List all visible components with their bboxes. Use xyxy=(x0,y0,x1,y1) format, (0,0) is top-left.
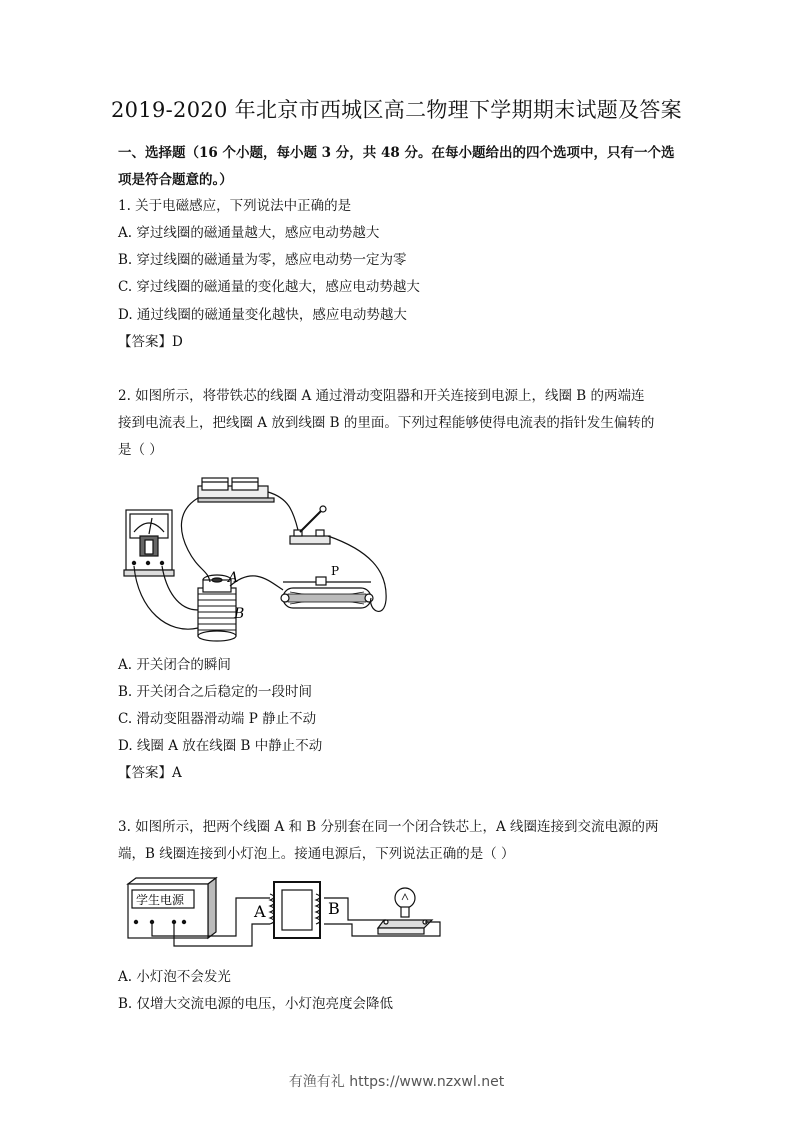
q1-option-b: B. 穿过线圈的磁通量为零，感应电动势一定为零 xyxy=(118,252,407,268)
q3-option-b: B. 仅增大交流电源的电压，小灯泡亮度会降低 xyxy=(118,996,394,1012)
lamp-icon xyxy=(378,888,432,934)
q3-transformer-figure xyxy=(122,876,452,952)
q3-stem-line1: 3. 如图所示，把两个线圈 A 和 B 分别套在同一个闭合铁芯上，A 线圈连接到交流电源的两 xyxy=(118,819,659,835)
q2-option-a: A. 开关闭合的瞬间 xyxy=(118,657,231,673)
page-title: 2019-2020 年北京市西城区高二物理下学期期末试题及答案 xyxy=(111,98,682,122)
q3-source-label: 学生电源 xyxy=(136,893,185,907)
q2-stem-line2: 接到电流表上，把线圈 A 放到线圈 B 的里面。下列过程能够使得电流表的指针发生偏转的 xyxy=(118,415,655,431)
q2-option-d: D. 线圈 A 放在线圈 B 中静止不动 xyxy=(118,738,323,754)
q2-circuit-figure xyxy=(118,470,408,645)
q2-stem-line3: 是（ ） xyxy=(118,442,163,458)
q1-option-d: D. 通过线圈的磁通量变化越快，感应电动势越大 xyxy=(118,307,407,323)
q1-answer: 【答案】D xyxy=(118,334,183,350)
section-heading-line1: 一、选择题（16 个小题，每小题 3 分，共 48 分。在每小题给出的四个选项中，只有一个选 xyxy=(118,145,675,161)
coil-a-icon xyxy=(203,575,231,592)
q1-option-c: C. 穿过线圈的磁通量的变化越大，感应电动势越大 xyxy=(118,279,420,295)
power-supply-icon xyxy=(128,878,216,938)
q1-option-a: A. 穿过线圈的磁通量越大，感应电动势越大 xyxy=(118,225,380,241)
q2-answer: 【答案】A xyxy=(118,765,182,781)
q3-stem-line2: 端，B 线圈连接到小灯泡上。接通电源后，下列说法正确的是（ ） xyxy=(118,846,515,862)
footer-watermark: 有渔有礼 https://www.nzxwl.net xyxy=(288,1074,505,1090)
battery-icon xyxy=(198,478,274,502)
coil-b-icon xyxy=(198,588,236,641)
galvanometer-icon xyxy=(124,510,174,576)
q2-stem-line1: 2. 如图所示，将带铁芯的线圈 A 通过滑动变阻器和开关连接到电源上，线圈 B 的两端连 xyxy=(118,388,645,404)
switch-icon xyxy=(290,506,330,544)
q3-option-a: A. 小灯泡不会发光 xyxy=(118,969,231,985)
coil-a-icon xyxy=(270,894,274,924)
rheostat-icon xyxy=(281,577,373,608)
q2-option-c: C. 滑动变阻器滑动端 P 静止不动 xyxy=(118,711,317,727)
q1-stem: 1. 关于电磁感应，下列说法中正确的是 xyxy=(118,198,352,214)
q2-label-p: P xyxy=(331,564,340,578)
iron-core-icon xyxy=(274,882,320,938)
q3-label-a: A xyxy=(254,902,266,921)
section-heading-line2: 项是符合题意的。） xyxy=(118,172,233,188)
q2-option-b: B. 开关闭合之后稳定的一段时间 xyxy=(118,684,313,700)
q3-label-b: B xyxy=(328,899,340,918)
q2-label-b: B xyxy=(234,606,245,622)
q2-label-a: A xyxy=(228,570,239,586)
